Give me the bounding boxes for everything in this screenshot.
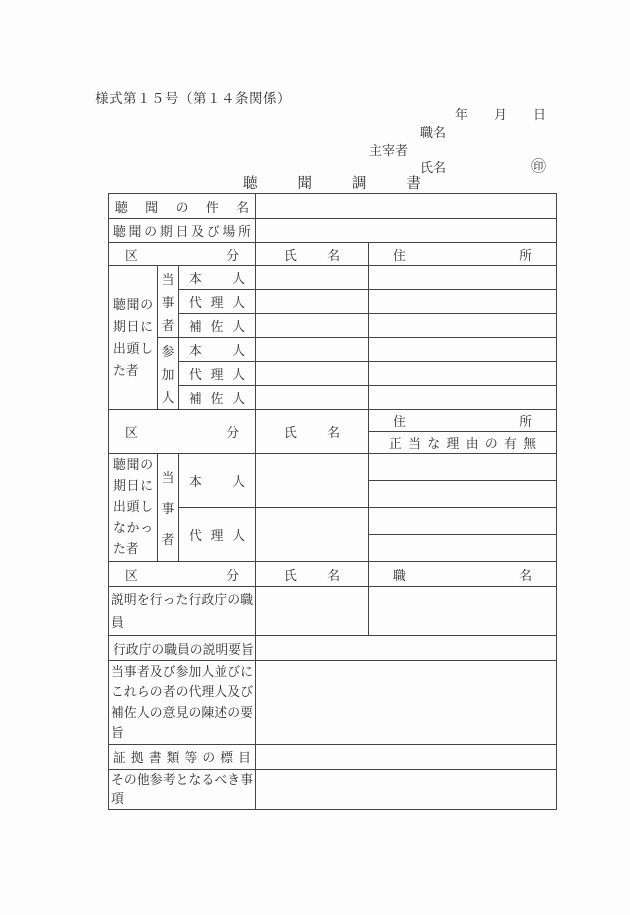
label-agent-party: 代 理 人 xyxy=(179,290,256,314)
value-official-title xyxy=(369,587,557,636)
value-name-party-agent xyxy=(256,290,369,314)
label-opinions: 当事者及び参加人並びにこれらの者の代理人及び補佐人の意見の陳述の要旨 xyxy=(109,661,256,745)
header-shimei-3: 氏 名 xyxy=(256,562,369,587)
position-label: 職名 xyxy=(420,125,447,140)
presider-label: 主宰者 xyxy=(369,143,409,158)
label-evidence: 証 拠 書 類 等 の 標 目 xyxy=(109,744,256,769)
value-address-party-assistant xyxy=(369,314,557,338)
header-kubun-2: 区 分 xyxy=(109,410,256,454)
header-kubun-1: 区 分 xyxy=(109,243,256,266)
value-address-participant-agent xyxy=(369,362,557,386)
value-name-party-principal xyxy=(256,266,369,290)
label-principal-party: 本 人 xyxy=(179,266,256,290)
value-name-participant-principal xyxy=(256,338,369,362)
label-agent-participant: 代 理 人 xyxy=(179,362,256,386)
header-shokumei: 職 名 xyxy=(369,562,557,587)
label-assistant-participant: 補 佐 人 xyxy=(179,386,256,410)
label-other: その他参考となるべき事項 xyxy=(109,769,256,809)
label-assistant-party: 補 佐 人 xyxy=(179,314,256,338)
value-official-name xyxy=(256,587,369,636)
label-principal-not-appeared: 本 人 xyxy=(179,454,256,508)
label-official-summary: 行 政 庁 の 職 員 の 説 明 要 旨 xyxy=(109,636,256,661)
header-jusho-2: 住 所 xyxy=(369,410,557,432)
header-kubun-3: 区 分 xyxy=(109,562,256,587)
value-reason-na-principal xyxy=(369,481,557,508)
value-reason-na-agent xyxy=(369,535,557,562)
label-case-name: 聴 聞 の 件 名 xyxy=(109,194,256,219)
value-address-participant-principal xyxy=(369,338,557,362)
hearing-record-table xyxy=(108,193,557,810)
label-principal-participant: 本 人 xyxy=(179,338,256,362)
label-party-not-appeared: 当 事 者 xyxy=(158,454,179,562)
value-date-place xyxy=(256,219,557,243)
form-number: 様式第１５号（第１４条関係） xyxy=(95,91,291,106)
label-appeared: 聴聞の期日に出頭した者 xyxy=(109,266,158,410)
date-line: 年 月 日 xyxy=(454,107,546,122)
value-official-summary xyxy=(256,636,557,661)
header-jusho-1: 住 所 xyxy=(369,243,557,266)
header-shimei-2: 氏 名 xyxy=(256,410,369,454)
value-name-na-principal xyxy=(256,454,369,508)
value-address-na-agent xyxy=(369,508,557,535)
label-agent-not-appeared: 代 理 人 xyxy=(179,508,256,562)
value-address-party-principal xyxy=(369,266,557,290)
label-not-appeared: 聴聞の期日に出頭しなかった者 xyxy=(109,454,158,562)
value-address-party-agent xyxy=(369,290,557,314)
page-title: 聴 聞 調 書 xyxy=(243,176,421,192)
value-opinions xyxy=(256,661,557,745)
value-case-name xyxy=(256,194,557,219)
value-other xyxy=(256,769,557,809)
value-name-participant-agent xyxy=(256,362,369,386)
value-evidence xyxy=(256,744,557,769)
value-address-na-principal xyxy=(369,454,557,481)
label-date-place: 聴 聞 の 期 日 及 び 場 所 xyxy=(109,219,256,243)
label-participant: 参 加 人 xyxy=(158,338,179,410)
seal-icon: ㊞ xyxy=(531,159,547,175)
value-name-party-assistant xyxy=(256,314,369,338)
header-valid-reason: 正 当 な 理 由 の 有 無 xyxy=(369,432,557,454)
name-label: 氏名 xyxy=(420,160,447,175)
value-address-participant-assistant xyxy=(369,386,557,410)
value-name-na-agent xyxy=(256,508,369,562)
header-shimei-1: 氏 名 xyxy=(256,243,369,266)
label-party-appeared: 当 事 者 xyxy=(158,266,179,338)
label-official: 説明を行った行政庁の職員 xyxy=(109,587,256,636)
value-name-participant-assistant xyxy=(256,386,369,410)
